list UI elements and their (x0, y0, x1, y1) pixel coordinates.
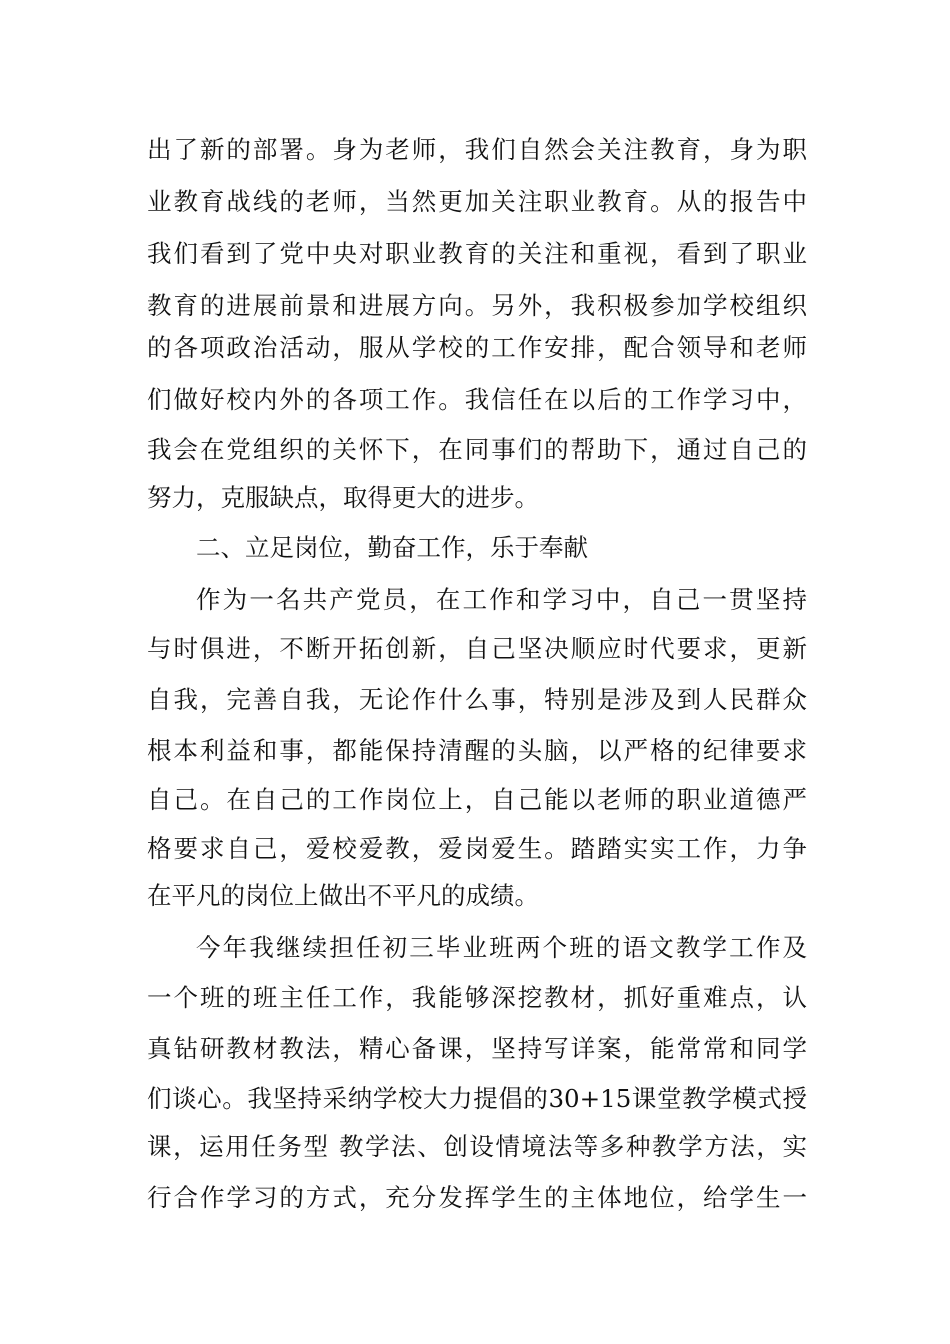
text-line: 作为一名共产党员，在工作和学习中，自己一贯坚持 (196, 585, 807, 614)
section-heading: 二、立足岗位，勤奋工作，乐于奉献 (196, 533, 588, 562)
text-line: 真钻研教材教法，精心备课，坚持写详案，能常常和同学 (147, 1034, 807, 1063)
text-line: 课，运用任务型 教学法、创设情境法等多种教学方法，实 (147, 1132, 807, 1161)
text-line: 格要求自己，爱校爱教，爱岗爱生。踏踏实实工作，力争 (147, 834, 807, 863)
text-line: 业教育战线的老师，当然更加关注职业教育。从的报告中 (147, 187, 807, 216)
text-line: 与时俱进，不断开拓创新，自己坚决顺应时代要求，更新 (147, 634, 807, 663)
text-line: 努力，克服缺点，取得更大的进步。 (147, 483, 539, 512)
text-line: 今年我继续担任初三毕业班两个班的语文教学工作及 (196, 933, 807, 962)
text-line: 的各项政治活动，服从学校的工作安排，配合领导和老师 (147, 333, 807, 362)
text-line: 行合作学习的方式，充分发挥学生的主体地位，给学生一 (147, 1183, 807, 1212)
text-line: 自我，完善自我，无论作什么事，特别是涉及到人民群众 (147, 685, 807, 714)
text-line: 我会在党组织的关怀下，在同事们的帮助下，通过自己的 (147, 435, 807, 464)
text-line: 我们看到了党中央对职业教育的关注和重视，看到了职业 (147, 239, 807, 268)
text-line: 教育的进展前景和进展方向。另外，我积极参加学校组织 (147, 291, 807, 320)
text-line: 根本利益和事，都能保持清醒的头脑，以严格的纪律要求 (147, 736, 807, 765)
text-line: 们做好校内外的各项工作。我信任在以后的工作学习中， (147, 385, 807, 414)
text-line: 们谈心。我坚持采纳学校大力提倡的30+15课堂教学模式授 (147, 1084, 807, 1113)
text-line: 在平凡的岗位上做出不平凡的成绩。 (147, 881, 539, 910)
text-line: 出了新的部署。身为老师，我们自然会关注教育，身为职 (147, 135, 807, 164)
text-line: 一个班的班主任工作，我能够深挖教材，抓好重难点，认 (147, 983, 807, 1012)
text-line: 自己。在自己的工作岗位上，自己能以老师的职业道德严 (147, 785, 807, 814)
